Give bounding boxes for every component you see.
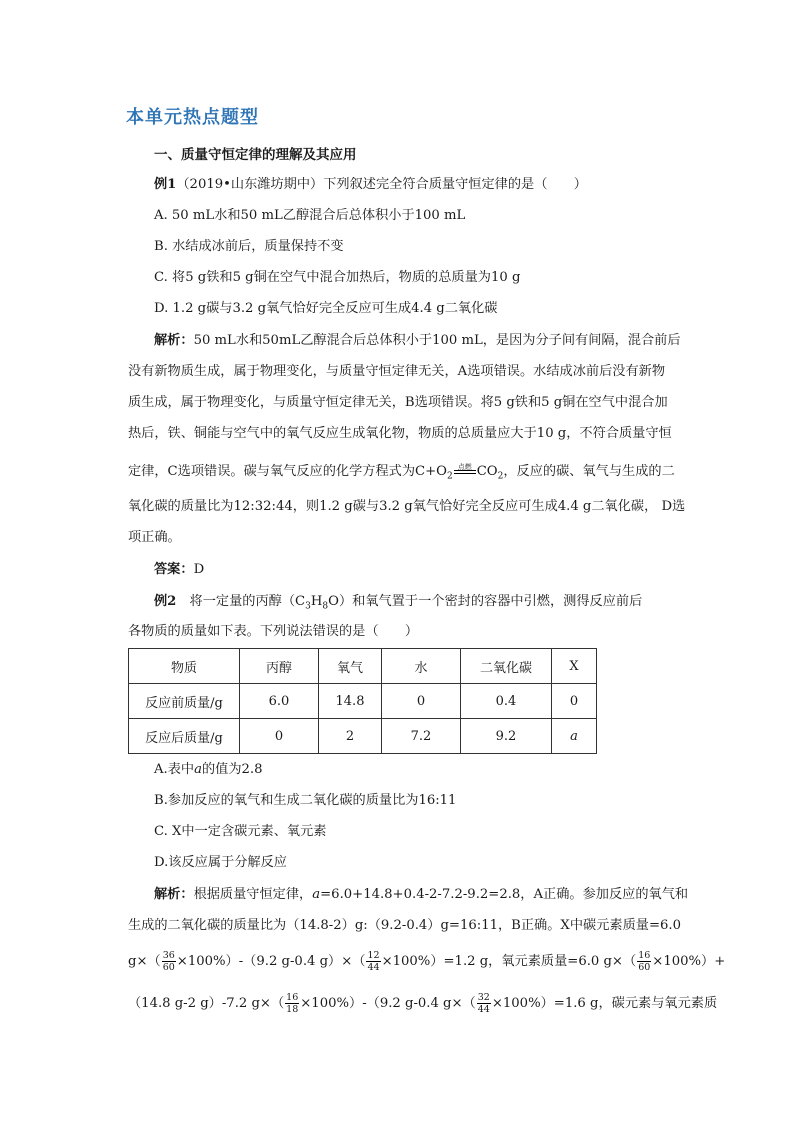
numerator: 32 [477, 992, 490, 1003]
analysis-text: ×100%）-（9.2 g-0.4 g）×（ [176, 954, 366, 969]
table-header: 物质 [129, 649, 240, 684]
table-cell: 反应后质量/g [129, 719, 240, 754]
example2-stem-line2: 各物质的质量如下表。下列说法错误的是（ ） [128, 624, 419, 639]
example2-option-b: B.参加反应的氧气和生成二氧化碳的质量比为16:11 [154, 793, 457, 808]
reaction-condition [453, 462, 477, 482]
numerator: 12 [367, 950, 380, 961]
example2-label: 例2 [154, 594, 177, 609]
example1-analysis-line7: 项正确。 [128, 530, 181, 545]
example1-option-d: D. 1.2 g碳与3.2 g氧气恰好完全反应可生成4.4 g二氧化碳 [154, 301, 498, 316]
subscript: 2 [497, 471, 504, 482]
example2-analysis-line1 [154, 885, 688, 905]
table-cell: 14.8 [319, 684, 382, 719]
example1-analysis-line4: 热后，铁、铜能与空气中的氧气反应生成氧化物，物质的总质量应大于10 g，不符合质量守恒 [128, 426, 672, 441]
table-header-row [129, 649, 597, 684]
equation-product: CO [476, 464, 498, 479]
subscript: 8 [322, 601, 329, 612]
analysis-text: =6.0+14.8+0.4-2-7.2-9.2=2.8，A正确。参加反应的氧气和 [320, 887, 689, 902]
example1-stem [154, 175, 587, 195]
section-heading: 一、质量守恒定律的理解及其应用 [154, 147, 357, 163]
table-header: 氧气 [319, 649, 382, 684]
table-cell: 0.4 [461, 684, 552, 719]
table-cell: 9.2 [461, 719, 552, 754]
denominator: 18 [286, 1004, 299, 1015]
stem-text: H [310, 594, 323, 609]
denominator: 44 [477, 1004, 490, 1015]
table-cell: 0 [240, 719, 319, 754]
subscript: 2 [446, 471, 453, 482]
stem-text: 将一定量的丙醇（C [176, 594, 306, 609]
example2-analysis-line3 [128, 950, 725, 973]
table-cell: 0 [382, 684, 461, 719]
answer-value: D [193, 562, 205, 577]
answer-label: 答案： [154, 562, 194, 577]
fraction [285, 992, 299, 1015]
analysis-text: 根据质量守恒定律， [193, 887, 313, 902]
equation-suffix: ，反应的碳、氧气与生成的二 [503, 464, 675, 479]
example1-option-b: B. 水结成冰前后，质量保持不变 [154, 239, 344, 254]
subscript: 3 [305, 601, 311, 612]
numerator: 36 [162, 950, 175, 961]
numerator: 16 [286, 992, 299, 1003]
mass-table [128, 648, 597, 754]
table-cell: 0 [552, 684, 597, 719]
analysis-text: （14.8 g-2 g）-7.2 g×（ [128, 996, 285, 1011]
table-header: X [552, 649, 597, 684]
example2-option-a [154, 760, 263, 780]
page-title: 本单元热点题型 [126, 107, 259, 128]
fraction [477, 992, 491, 1015]
stem-text: O）和氧气置于一个密封的容器中引燃，测得反应前后 [328, 594, 643, 609]
denominator: 60 [162, 962, 175, 973]
fraction [637, 950, 651, 973]
analysis-text: ×100%）+ [652, 954, 726, 969]
example1-analysis-line5 [128, 462, 675, 487]
example1-option-a: A. 50 mL水和50 mL乙醇混合后总体积小于100 mL [154, 208, 466, 223]
analysis-text: g×（ [128, 954, 161, 969]
example2-analysis-line2: 生成的二氧化碳的质量比为（14.8-2）g:（9.2-0.4）g=16:11，B正确。X中碳元素质量=6.0 [128, 918, 681, 933]
example2-option-d: D.该反应属于分解反应 [154, 855, 287, 870]
table-cell: 7.2 [382, 719, 461, 754]
example1-analysis-line6: 氧化碳的质量比为12:32:44，则1.2 g碳与3.2 g氧气恰好完全反应可生成4.4 g二氧化碳， D选 [128, 499, 686, 514]
example2-stem-line1 [154, 592, 642, 617]
table-cell: 6.0 [240, 684, 319, 719]
option-text: A.表中 [154, 762, 195, 777]
analysis-text: ×100%）=1.6 g，碳元素与氧元素质 [491, 996, 718, 1011]
fraction [162, 950, 176, 973]
variable: a [312, 887, 321, 902]
variable: a [194, 762, 202, 777]
table-header: 水 [382, 649, 461, 684]
example1-analysis-line3: 质生成，属于物理变化，与质量守恒定律无关，B选项错误。将5 g铁和5 g铜在空气中混合加 [128, 395, 668, 410]
denominator: 44 [367, 962, 380, 973]
numerator: 16 [638, 950, 651, 961]
table-header: 丙醇 [240, 649, 319, 684]
example1-answer [154, 560, 204, 580]
example1-label: 例1 [154, 177, 177, 192]
equation-prefix: 定律，C选项错误。碳与氧气反应的化学方程式为C+O [128, 464, 447, 479]
example2-analysis-line4 [128, 992, 717, 1015]
example2-option-c: C. X中一定含碳元素、氧元素 [154, 824, 327, 839]
example1-analysis-line1 [154, 331, 681, 351]
option-text: 的值为2.8 [201, 762, 263, 777]
table-row [129, 719, 597, 754]
analysis-label: 解析： [154, 887, 194, 902]
analysis-text: 50 mL水和50mL乙醇混合后总体积小于100 mL，是因为分子间有间隔，混合前后 [193, 333, 681, 348]
analysis-label: 解析： [154, 333, 194, 348]
example1-question: （2019•山东潍坊期中）下列叙述完全符合质量守恒定律的是（ ） [176, 177, 587, 192]
fraction [366, 950, 380, 973]
table-cell: 反应前质量/g [129, 684, 240, 719]
condition-label: 点燃 [457, 463, 472, 471]
table-cell: a [552, 719, 597, 754]
table-cell: 2 [319, 719, 382, 754]
denominator: 60 [638, 962, 651, 973]
table-header: 二氧化碳 [461, 649, 552, 684]
analysis-text: ×100%）-（9.2 g-0.4 g×（ [300, 996, 476, 1011]
analysis-text: ×100%）=1.2 g，氧元素质量=6.0 g×（ [381, 954, 637, 969]
table-row [129, 684, 597, 719]
example1-option-c: C. 将5 g铁和5 g铜在空气中混合加热后，物质的总质量为10 g [154, 270, 521, 285]
example1-analysis-line2: 没有新物质生成，属于物理变化，与质量守恒定律无关，A选项错误。水结成冰前后没有新物 [128, 364, 666, 379]
